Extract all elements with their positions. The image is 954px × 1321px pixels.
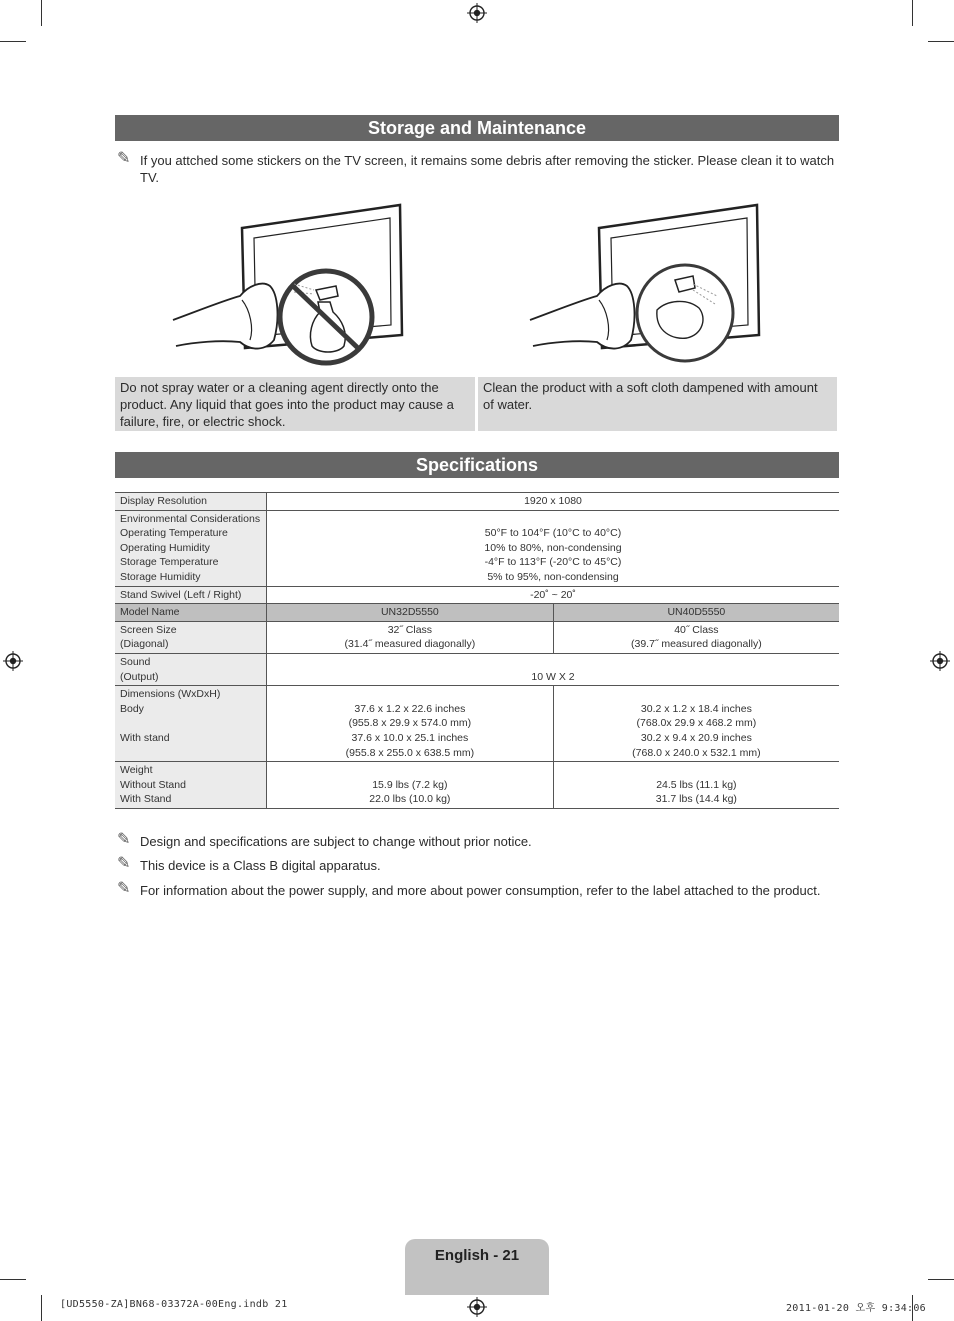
spec-value: 1920 x 1080 [267,493,840,511]
table-row [115,493,839,511]
spec-value-line: 30.2 x 1.2 x 18.4 inches [640,702,752,715]
spec-label-line: Body [120,702,144,715]
caption-soft-cloth: Clean the product with a soft cloth dampened with amount of water. [478,377,837,431]
registration-mark-icon [467,1297,487,1317]
spec-value [267,762,554,809]
spec-label [115,762,267,809]
spec-label-line: Storage Temperature [120,556,219,569]
table-row [115,762,839,809]
spec-label-line [120,716,261,731]
crop-mark [41,1295,42,1321]
registration-mark-icon [3,651,23,671]
spec-note [117,833,839,850]
storage-note [117,152,839,186]
spec-label [115,686,267,762]
table-row [115,686,839,762]
spec-value-line: 37.6 x 10.0 x 25.1 inches [351,731,469,744]
spec-value-line: (768.0x 29.9 x 468.2 mm) [636,717,757,730]
spec-label-line: Dimensions (WxDxH) [120,688,221,701]
spec-value-line: 30.2 x 9.4 x 20.9 inches [640,731,752,744]
table-row [115,621,839,653]
spec-label-line: Operating Temperature [120,527,228,540]
spec-value-line: 40˝ Class [674,623,719,636]
spec-value-line: 5% to 95%, non-condensing [487,570,619,583]
spec-label-line: With stand [120,731,170,744]
table-row [115,586,839,604]
spec-value-line: 37.6 x 1.2 x 22.6 inches [354,702,466,715]
footer-timestamp: 2011-01-20 오후 9:34:06 [785,1303,926,1314]
spec-value-line: -4°F to 113°F (-20°C to 45°C) [484,556,622,569]
crop-mark [928,41,954,42]
spec-note [117,882,839,899]
spec-label-line: Weight [120,764,153,777]
spec-label-line: With Stand [120,793,172,806]
spec-label [115,621,267,653]
spec-label-line [120,746,261,761]
spec-value [553,686,839,762]
spec-label-line: (Diagonal) [120,638,169,651]
note-pencil-icon: ✎ [117,150,131,167]
model-name-b: UN40D5550 [553,604,839,622]
spec-value [267,621,554,653]
spec-note-text: For information about the power supply, and more about power consumption, refer to the label attached to the product. [140,883,821,898]
spec-label: Stand Swivel (Left / Right) [115,586,267,604]
crop-mark [0,1279,26,1280]
note-pencil-icon: ✎ [117,855,131,872]
spec-value [553,621,839,653]
spec-note-text: This device is a Class B digital apparatus. [140,858,381,873]
crop-mark [912,0,913,26]
spec-note-text: Design and specifications are subject to change without prior notice. [140,834,532,849]
specifications-section-title: Specifications [115,452,839,478]
table-row [115,604,839,622]
spec-label-line: Storage Humidity [120,570,201,583]
storage-note-text: If you attched some stickers on the TV screen, it remains some debris after removing the sticker. Please clean it to watch TV. [140,153,835,185]
crop-mark [0,41,26,42]
table-row [115,653,839,685]
footer-file-name: [UD5550-ZA]BN68-03372A-00Eng.indb 21 [60,1299,288,1310]
registration-mark-icon [930,651,950,671]
spec-value [267,510,840,586]
spec-value-line: (39.7˝ measured diagonally) [631,638,762,651]
soft-cloth-illustration [527,200,767,370]
spec-label-line: Without Stand [120,778,186,791]
spec-value [267,686,554,762]
spec-label [115,653,267,685]
specifications-table [115,492,839,809]
spec-value: -20˚ ~ 20˚ [267,586,840,604]
spec-value-line: 50°F to 104°F (10°C to 40°C) [484,527,622,540]
spec-label-line: Environmental Considerations [120,512,261,525]
spec-value-line: (955.8 x 29.9 x 574.0 mm) [348,717,472,730]
no-spray-illustration [170,200,410,370]
spec-value-line: (31.4˝ measured diagonally) [344,638,476,651]
spec-label-line: Sound [120,655,151,668]
spec-label-line: Screen Size [120,623,177,636]
spec-value-line: 22.0 lbs (10.0 kg) [369,793,451,806]
spec-value-line: 15.9 lbs (7.2 kg) [372,778,448,791]
table-row [115,510,839,586]
spec-value [553,762,839,809]
spec-value-line: 10% to 80%, non-condensing [484,541,622,554]
spec-value-line: 24.5 lbs (11.1 kg) [656,778,737,791]
crop-mark [928,1279,954,1280]
spec-value-line: (768.0 x 240.0 x 532.1 mm) [632,746,761,759]
spec-label-line: Operating Humidity [120,541,210,554]
spec-label: Model Name [115,604,267,622]
spec-note [117,857,839,874]
storage-section-title: Storage and Maintenance [115,115,839,141]
page-label: English - 21 [434,1247,520,1264]
crop-mark [41,0,42,26]
note-pencil-icon: ✎ [117,880,131,897]
spec-label [115,510,267,586]
spec-label: Display Resolution [115,493,267,511]
spec-value: 10 W X 2 [267,653,840,685]
spec-value-line: 32˝ Class [387,623,433,636]
spec-label-line: (Output) [120,670,159,683]
spec-value-line: (955.8 x 255.0 x 638.5 mm) [345,746,475,759]
page-number-tab [405,1239,549,1295]
caption-no-spray: Do not spray water or a cleaning agent directly onto the product. Any liquid that goes into the product may cause a failure, fire, or electric shock. [115,377,475,431]
spec-value-line: 31.7 lbs (14.4 kg) [655,793,737,806]
note-pencil-icon: ✎ [117,831,131,848]
registration-mark-icon [467,3,487,23]
model-name-a: UN32D5550 [267,604,554,622]
